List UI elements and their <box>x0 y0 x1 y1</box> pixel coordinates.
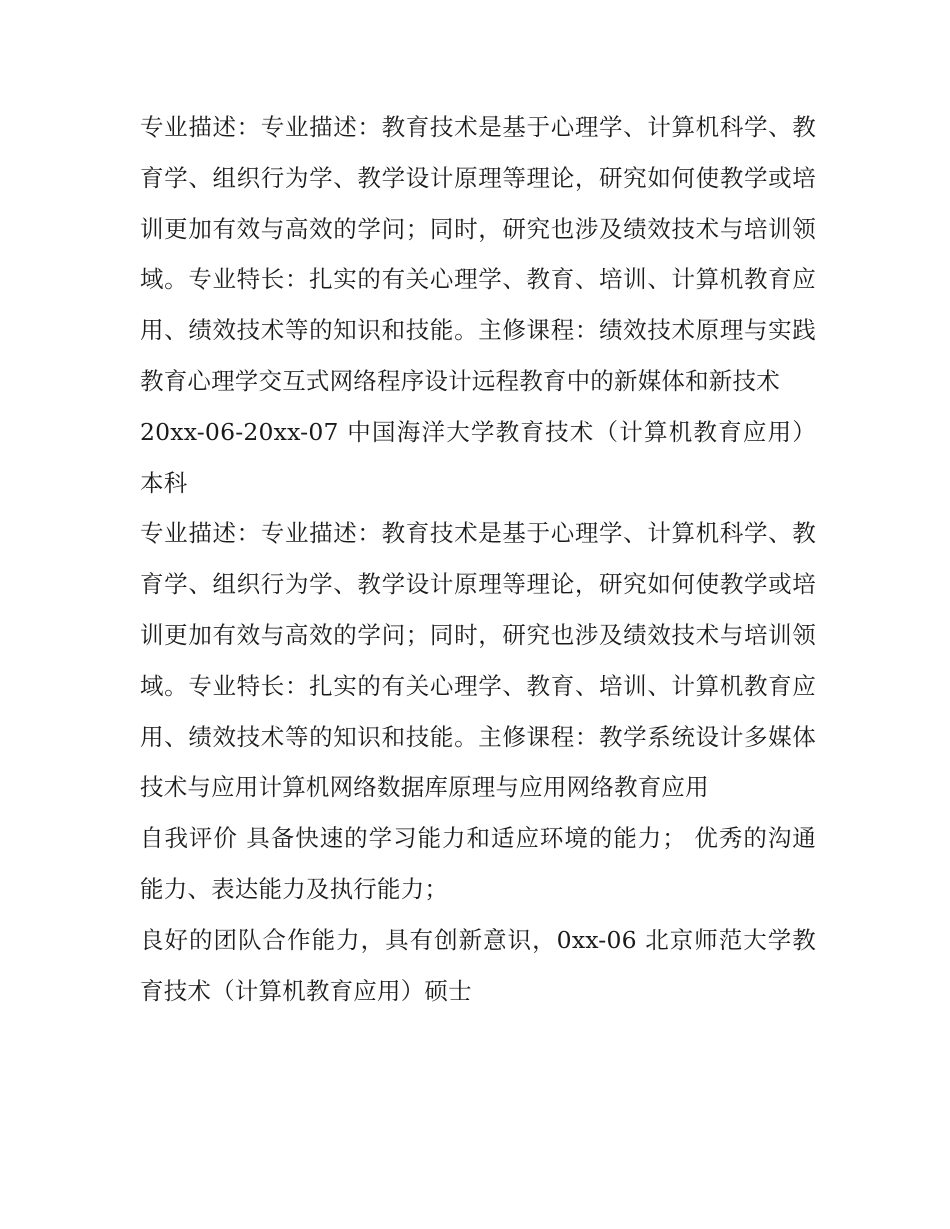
self-evaluation-paragraph: 自我评价 具备快速的学习能力和适应环境的能力； 优秀的沟通能力、表达能力及执行能力； <box>140 824 816 903</box>
teamwork-education-paragraph: 良好的团队合作能力，具有创新意识，0xx-06 北京师范大学教育技术（计算机教育应用）硕士 <box>140 925 816 1005</box>
major-description-paragraph: 专业描述：专业描述：教育技术是基于心理学、计算机科学、教育学、组织行为学、教学设计原理等理论，研究如何使教学或培训更加有效与高效的学问；同时，研究也涉及绩效技术与培训领域。专业特长：扎实的有关心理学、教育、培训、计算机教育应用、绩效技术等的知识和技能。主修课程：教学系统设计多媒体技术与应用计算机网络数据库原理与应用网络教育应用 <box>140 519 816 802</box>
education-entry-paragraph: 20xx-06-20xx-07 中国海洋大学教育技术（计算机教育应用）本科 <box>140 417 816 497</box>
major-description-paragraph: 专业描述：专业描述：教育技术是基于心理学、计算机科学、教育学、组织行为学、教学设计原理等理论，研究如何使教学或培训更加有效与高效的学问；同时，研究也涉及绩效技术与培训领域。专业特长：扎实的有关心理学、教育、培训、计算机教育应用、绩效技术等的知识和技能。主修课程：绩效技术原理与实践教育心理学交互式网络程序设计远程教育中的新媒体和新技术 <box>140 113 816 395</box>
document-page <box>140 102 816 1016</box>
